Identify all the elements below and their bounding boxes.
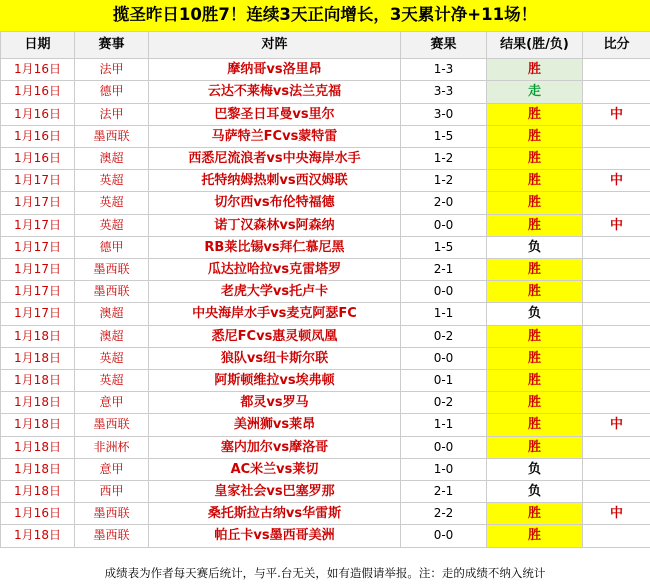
cell-score: 1-2 bbox=[401, 170, 487, 192]
table-row bbox=[1, 103, 650, 125]
table-head bbox=[1, 32, 650, 59]
cell-result: 负 bbox=[487, 481, 583, 503]
cell-ratio bbox=[583, 369, 650, 391]
cell-score: 1-5 bbox=[401, 236, 487, 258]
cell-league: 澳超 bbox=[75, 303, 149, 325]
cell-date: 1月18日 bbox=[1, 325, 75, 347]
cell-date: 1月18日 bbox=[1, 414, 75, 436]
cell-league: 法甲 bbox=[75, 59, 149, 81]
cell-ratio bbox=[583, 436, 650, 458]
cell-score: 1-0 bbox=[401, 458, 487, 480]
cell-match: 帕丘卡vs墨西哥美洲 bbox=[149, 525, 401, 547]
cell-result: 胜 bbox=[487, 347, 583, 369]
results-table bbox=[0, 31, 650, 547]
cell-score: 2-1 bbox=[401, 481, 487, 503]
cell-match: 瓜达拉哈拉vs克雷塔罗 bbox=[149, 258, 401, 280]
cell-score: 2-0 bbox=[401, 192, 487, 214]
cell-result: 胜 bbox=[487, 192, 583, 214]
cell-league: 墨西联 bbox=[75, 525, 149, 547]
cell-league: 德甲 bbox=[75, 236, 149, 258]
cell-league: 英超 bbox=[75, 170, 149, 192]
cell-result: 胜 bbox=[487, 436, 583, 458]
cell-ratio bbox=[583, 192, 650, 214]
cell-league: 英超 bbox=[75, 214, 149, 236]
cell-score: 0-0 bbox=[401, 436, 487, 458]
cell-ratio bbox=[583, 347, 650, 369]
cell-result: 胜 bbox=[487, 525, 583, 547]
cell-match: RB莱比锡vs拜仁慕尼黑 bbox=[149, 236, 401, 258]
column-header-ratio: 比分 bbox=[583, 32, 650, 59]
cell-date: 1月17日 bbox=[1, 236, 75, 258]
cell-score: 1-1 bbox=[401, 414, 487, 436]
cell-date: 1月17日 bbox=[1, 258, 75, 280]
footer-note: 成绩表为作者每天赛后统计，与平.台无关，如有造假请举报。注：走的成绩不纳入统计 bbox=[104, 566, 546, 581]
cell-league: 西甲 bbox=[75, 481, 149, 503]
cell-league: 德甲 bbox=[75, 81, 149, 103]
cell-date: 1月18日 bbox=[1, 347, 75, 369]
table-row bbox=[1, 258, 650, 280]
table-row bbox=[1, 525, 650, 547]
cell-score: 3-3 bbox=[401, 81, 487, 103]
cell-match: 阿斯顿维拉vs埃弗顿 bbox=[149, 369, 401, 391]
cell-date: 1月16日 bbox=[1, 103, 75, 125]
cell-date: 1月17日 bbox=[1, 214, 75, 236]
cell-date: 1月17日 bbox=[1, 281, 75, 303]
cell-result: 胜 bbox=[487, 147, 583, 169]
table-row bbox=[1, 369, 650, 391]
cell-date: 1月18日 bbox=[1, 525, 75, 547]
cell-league: 意甲 bbox=[75, 392, 149, 414]
cell-league: 意甲 bbox=[75, 458, 149, 480]
cell-league: 墨西联 bbox=[75, 258, 149, 280]
cell-ratio bbox=[583, 125, 650, 147]
cell-league: 法甲 bbox=[75, 103, 149, 125]
cell-ratio bbox=[583, 258, 650, 280]
cell-match: 都灵vs罗马 bbox=[149, 392, 401, 414]
cell-score: 0-1 bbox=[401, 369, 487, 391]
cell-result: 负 bbox=[487, 236, 583, 258]
cell-league: 英超 bbox=[75, 192, 149, 214]
cell-score: 0-0 bbox=[401, 347, 487, 369]
cell-score: 0-2 bbox=[401, 325, 487, 347]
table-row bbox=[1, 325, 650, 347]
table-body bbox=[1, 59, 650, 547]
cell-league: 澳超 bbox=[75, 147, 149, 169]
cell-result: 胜 bbox=[487, 503, 583, 525]
cell-ratio bbox=[583, 81, 650, 103]
cell-league: 墨西联 bbox=[75, 503, 149, 525]
table-row bbox=[1, 59, 650, 81]
cell-score: 0-0 bbox=[401, 214, 487, 236]
cell-ratio: 中 bbox=[583, 214, 650, 236]
cell-result: 胜 bbox=[487, 392, 583, 414]
cell-result: 负 bbox=[487, 303, 583, 325]
cell-league: 墨西联 bbox=[75, 281, 149, 303]
cell-ratio: 中 bbox=[583, 103, 650, 125]
cell-match: 切尔西vs布伦特福德 bbox=[149, 192, 401, 214]
column-header-date: 日期 bbox=[1, 32, 75, 59]
cell-score: 2-2 bbox=[401, 503, 487, 525]
column-header-league: 赛事 bbox=[75, 32, 149, 59]
cell-result: 胜 bbox=[487, 59, 583, 81]
cell-score: 1-5 bbox=[401, 125, 487, 147]
cell-ratio: 中 bbox=[583, 170, 650, 192]
cell-date: 1月18日 bbox=[1, 436, 75, 458]
cell-result: 胜 bbox=[487, 125, 583, 147]
cell-ratio bbox=[583, 458, 650, 480]
table-row bbox=[1, 303, 650, 325]
header-row bbox=[1, 32, 650, 59]
cell-match: 中央海岸水手vs麦克阿瑟FC bbox=[149, 303, 401, 325]
table-row bbox=[1, 125, 650, 147]
cell-date: 1月18日 bbox=[1, 458, 75, 480]
cell-date: 1月16日 bbox=[1, 81, 75, 103]
cell-ratio bbox=[583, 392, 650, 414]
column-header-match: 对阵 bbox=[149, 32, 401, 59]
cell-ratio bbox=[583, 303, 650, 325]
cell-result: 胜 bbox=[487, 170, 583, 192]
column-header-score: 赛果 bbox=[401, 32, 487, 59]
cell-date: 1月16日 bbox=[1, 125, 75, 147]
cell-match: 美洲狮vs莱昂 bbox=[149, 414, 401, 436]
cell-match: 桑托斯拉古纳vs华雷斯 bbox=[149, 503, 401, 525]
cell-match: 老虎大学vs托卢卡 bbox=[149, 281, 401, 303]
table-row bbox=[1, 192, 650, 214]
cell-ratio bbox=[583, 481, 650, 503]
cell-date: 1月16日 bbox=[1, 503, 75, 525]
cell-ratio bbox=[583, 325, 650, 347]
table-row bbox=[1, 214, 650, 236]
table-row bbox=[1, 236, 650, 258]
cell-result: 胜 bbox=[487, 258, 583, 280]
cell-date: 1月17日 bbox=[1, 170, 75, 192]
cell-score: 0-2 bbox=[401, 392, 487, 414]
cell-score: 1-2 bbox=[401, 147, 487, 169]
table-row bbox=[1, 481, 650, 503]
cell-match: 皇家社会vs巴塞罗那 bbox=[149, 481, 401, 503]
cell-date: 1月16日 bbox=[1, 59, 75, 81]
table-container bbox=[0, 31, 650, 562]
cell-date: 1月18日 bbox=[1, 481, 75, 503]
table-row bbox=[1, 458, 650, 480]
cell-match: 托特纳姆热刺vs西汉姆联 bbox=[149, 170, 401, 192]
cell-date: 1月18日 bbox=[1, 392, 75, 414]
cell-ratio: 中 bbox=[583, 503, 650, 525]
cell-ratio bbox=[583, 147, 650, 169]
cell-league: 非洲杯 bbox=[75, 436, 149, 458]
table-row bbox=[1, 147, 650, 169]
cell-match: 摩纳哥vs洛里昂 bbox=[149, 59, 401, 81]
cell-match: 塞内加尔vs摩洛哥 bbox=[149, 436, 401, 458]
cell-date: 1月18日 bbox=[1, 369, 75, 391]
cell-result: 胜 bbox=[487, 369, 583, 391]
cell-ratio bbox=[583, 525, 650, 547]
cell-ratio: 中 bbox=[583, 414, 650, 436]
cell-league: 澳超 bbox=[75, 325, 149, 347]
cell-score: 0-0 bbox=[401, 525, 487, 547]
cell-league: 英超 bbox=[75, 347, 149, 369]
table-row bbox=[1, 170, 650, 192]
cell-date: 1月17日 bbox=[1, 303, 75, 325]
cell-match: 马萨特兰FCvs蒙特雷 bbox=[149, 125, 401, 147]
cell-match: 西悉尼流浪者vs中央海岸水手 bbox=[149, 147, 401, 169]
cell-result: 胜 bbox=[487, 103, 583, 125]
cell-match: AC米兰vs莱切 bbox=[149, 458, 401, 480]
cell-date: 1月16日 bbox=[1, 147, 75, 169]
cell-result: 胜 bbox=[487, 214, 583, 236]
table-row bbox=[1, 281, 650, 303]
cell-score: 0-0 bbox=[401, 281, 487, 303]
cell-league: 墨西联 bbox=[75, 414, 149, 436]
table-row bbox=[1, 392, 650, 414]
cell-ratio bbox=[583, 281, 650, 303]
cell-match: 云达不莱梅vs法兰克福 bbox=[149, 81, 401, 103]
table-row bbox=[1, 81, 650, 103]
table-row bbox=[1, 414, 650, 436]
cell-result: 走 bbox=[487, 81, 583, 103]
cell-score: 1-3 bbox=[401, 59, 487, 81]
table-row bbox=[1, 347, 650, 369]
cell-result: 胜 bbox=[487, 281, 583, 303]
headline-banner: 揽圣昨日10胜7！连续3天正向增长，3天累计净+11场！ bbox=[0, 0, 650, 31]
cell-ratio bbox=[583, 236, 650, 258]
column-header-result: 结果(胜/负) bbox=[487, 32, 583, 59]
cell-score: 2-1 bbox=[401, 258, 487, 280]
cell-match: 狼队vs纽卡斯尔联 bbox=[149, 347, 401, 369]
cell-score: 1-1 bbox=[401, 303, 487, 325]
cell-league: 墨西联 bbox=[75, 125, 149, 147]
cell-date: 1月17日 bbox=[1, 192, 75, 214]
table-row bbox=[1, 503, 650, 525]
cell-result: 负 bbox=[487, 458, 583, 480]
cell-score: 3-0 bbox=[401, 103, 487, 125]
cell-match: 巴黎圣日耳曼vs里尔 bbox=[149, 103, 401, 125]
cell-result: 胜 bbox=[487, 325, 583, 347]
table-row bbox=[1, 436, 650, 458]
cell-match: 悉尼FCvs惠灵顿凤凰 bbox=[149, 325, 401, 347]
cell-league: 英超 bbox=[75, 369, 149, 391]
cell-match: 诺丁汉森林vs阿森纳 bbox=[149, 214, 401, 236]
cell-ratio bbox=[583, 59, 650, 81]
cell-result: 胜 bbox=[487, 414, 583, 436]
